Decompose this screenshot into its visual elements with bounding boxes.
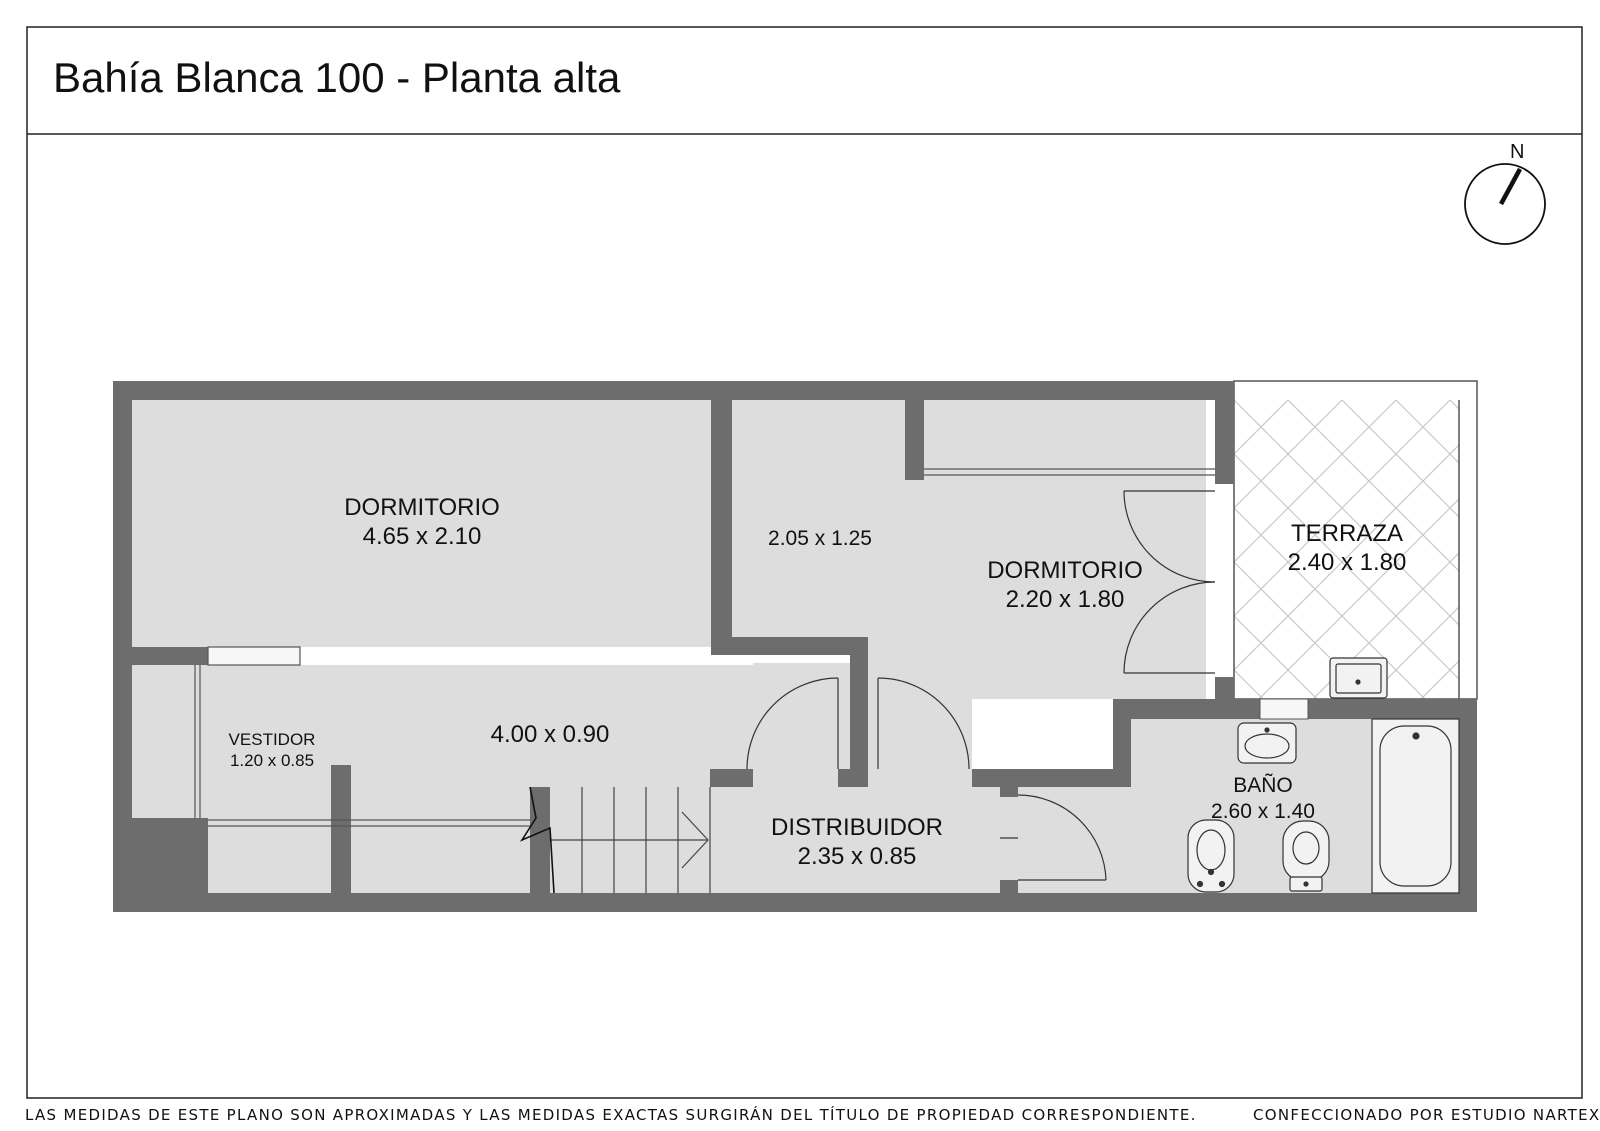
room-label-distribuidor xyxy=(752,813,962,872)
room-dims: 2.35 x 0.85 xyxy=(797,843,917,871)
terrace-sink-icon xyxy=(1330,658,1387,698)
toilet-icon xyxy=(1283,821,1329,891)
room-label-placard xyxy=(750,526,890,552)
room-label-dormitorio-2 xyxy=(965,556,1165,615)
room-dims: 1.20 x 0.85 xyxy=(229,750,315,770)
room-name: DORMITORIO xyxy=(987,557,1143,584)
bathtub-icon xyxy=(1372,719,1459,893)
room-name: BAÑO xyxy=(1233,774,1293,797)
compass-north-icon xyxy=(1465,164,1545,244)
washbasin-icon xyxy=(1238,723,1296,763)
room-label-vestidor xyxy=(222,730,322,771)
floor-bano-left xyxy=(1000,787,1131,893)
page-title: Bahía Blanca 100 - Planta alta xyxy=(53,54,621,101)
room-label-hall xyxy=(470,720,630,749)
footer-credit: CONFECCIONADO POR ESTUDIO NARTEX xyxy=(1253,1106,1600,1124)
room-name: DISTRIBUIDOR xyxy=(770,814,943,841)
bano-window xyxy=(1260,699,1308,719)
room-label-terraza xyxy=(1262,519,1432,578)
floor-hall-lower-2 xyxy=(351,818,530,893)
footer-disclaimer: LAS MEDIDAS DE ESTE PLANO SON APROXIMADAS Y LAS MEDIDAS EXACTAS SURGIRÁN DEL TÍTULO DE PROPIEDAD CORRESPONDIENTE. xyxy=(25,1106,1197,1124)
room-dims: 4.00 x 0.90 xyxy=(490,721,610,748)
bidet-icon xyxy=(1188,820,1234,892)
floor-hall-lower xyxy=(204,818,331,893)
room-dims: 4.65 x 2.10 xyxy=(362,523,482,551)
room-dims: 2.05 x 1.25 xyxy=(768,527,872,550)
compass-label: N xyxy=(1510,141,1525,163)
room-name: TERRAZA xyxy=(1290,520,1403,547)
room-name: DORMITORIO xyxy=(344,494,500,521)
room-dims: 2.40 x 1.80 xyxy=(1287,549,1407,577)
room-label-bano xyxy=(1198,773,1328,824)
room-dims: 2.20 x 1.80 xyxy=(1005,586,1125,614)
room-dims: 2.60 x 1.40 xyxy=(1211,799,1315,823)
room-label-dormitorio-1 xyxy=(322,493,522,552)
room-name: VESTIDOR xyxy=(228,730,316,749)
floor-dormitorio-2 xyxy=(868,637,1206,699)
floor-vestidor xyxy=(132,665,204,818)
